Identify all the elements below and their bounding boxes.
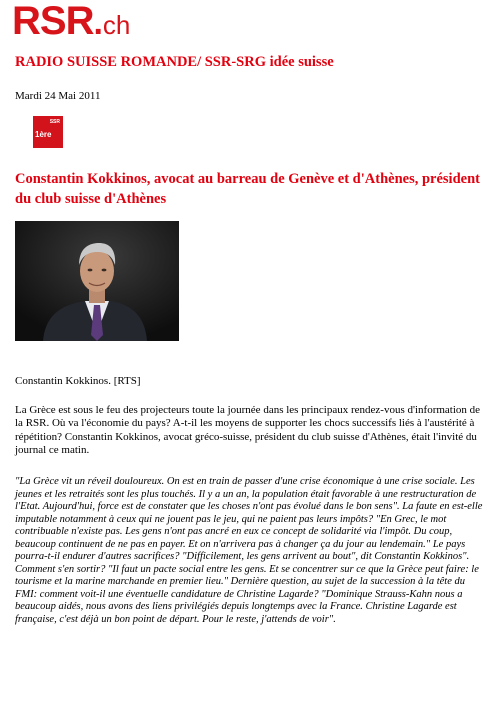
station-title: RADIO SUISSE ROMANDE/ SSR-SRG idée suisse [15,54,334,70]
la-1ere-logo [33,116,63,148]
logo-dot: . [93,4,103,42]
article-headline: Constantin Kokkinos, avocat au barreau de Genève et d'Athènes, président du club suisse d'Athènes [15,171,480,207]
portrait-photo [15,221,179,341]
rsr-logo[interactable] [12,0,131,43]
logo-main-text: RSR [12,0,94,43]
article-intro: La Grèce est sous le feu des projecteurs toute la journée dans les principaux rendez-vous d'information de la RSR. Où va l'économie du pays? A-t-il les moyens de supporter les chocs successifs liés à l'austérité à répétition? Constantin Kokkinos, avocat gréco-suisse, président du club suisse d'Athènes, était l'invité du journal ce matin. [15,404,481,457]
article-date: Mardi 24 Mai 2011 [15,90,101,102]
badge-brand-text: 1ère [35,130,52,139]
logo-tld-text: ch [102,10,131,40]
article-quote: "La Grèce vit un réveil douloureux. On est en train de passer d'une crise économique à une crise sociale. Les jeunes et les retraités sont les plus touchés. Il y a un an, la population était favorable à une restructuration de l'Etat. Aujourd'hui, force est de constater que les choses n'ont pas évolué dans le bon sens". La faute en est-elle imputable notamment à ceux qui ne jouent pas le jeu, qui ne paient pas leurs impôts? "En Grec, le mot contribuable n'existe pas. Les gens n'ont pas ancré en eux ce concept de solidarité via l'impôt. Du coup, beaucoup continuent de ne pas en payer. Et on n'arrivera pas à changer ça du jour au lendemain." Le pays pourra-t-il endurer d'autres sacrifices? "Difficilement, les gens arrivent au bout", dit Constantin Kokkinos". Comment s'en sortir? "Il faut un pacte social entre les gens. Et se concentrer sur ce que la Grèce peut faire: le tourisme et la marine marchande en premier lieu." Dernière question, au sujet de la succession à la tête du FMI: comment voit-il une éventuelle candidature de Christine Lagarde? "Dominique Strauss-Kahn nous a beaucoup aidés, nous avons des liens privilégiés depuis longtemps avec la France. Christine Lagarde est française, c'est déjà un bon point de départ. Pour le reste, j'attends de voir". [15,476,483,625]
badge-top-text: SSR [49,119,60,125]
photo-caption: Constantin Kokkinos. [RTS] [15,375,141,387]
